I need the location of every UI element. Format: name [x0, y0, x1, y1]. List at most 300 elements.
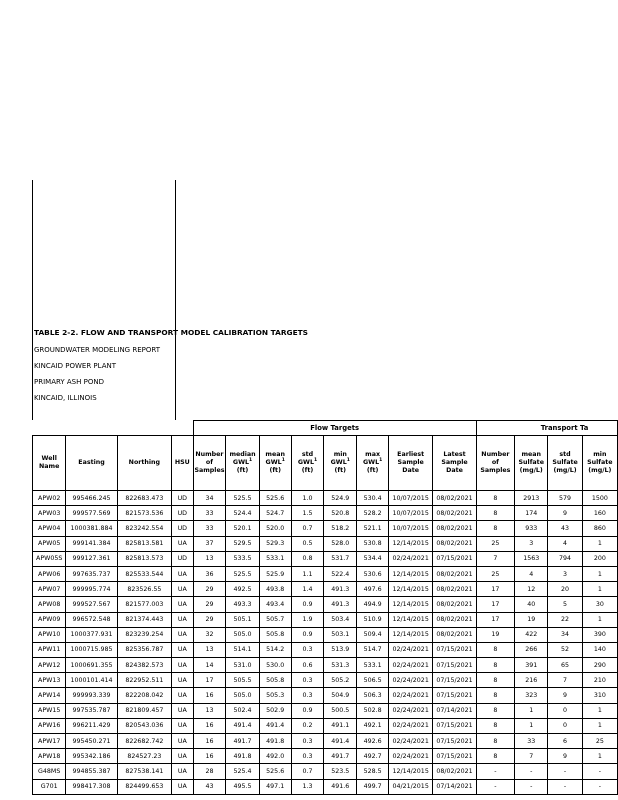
table-cell: 02/24/2021 [389, 749, 433, 764]
table-cell: 140 [582, 642, 617, 657]
table-cell: 823239.254 [117, 627, 171, 642]
table-cell: UA [172, 658, 193, 673]
table-cell: 503.4 [324, 612, 357, 627]
column-header-footnote: 1 [379, 457, 383, 463]
column-header-row [33, 436, 618, 491]
table-row [33, 764, 618, 779]
table-cell: 533.1 [259, 551, 291, 566]
table-cell: 996211.429 [66, 718, 117, 733]
table-cell: 32 [193, 627, 226, 642]
table-cell: 505.0 [226, 688, 259, 703]
table-cell: 29 [193, 597, 226, 612]
table-cell: 1.9 [291, 612, 324, 627]
table-cell: 07/15/2021 [433, 718, 476, 733]
table-cell: 528.5 [357, 764, 389, 779]
table-cell: 821577.003 [117, 597, 171, 612]
table-cell: 0.9 [291, 597, 324, 612]
table-cell: 1 [515, 703, 548, 718]
table-row [33, 582, 618, 597]
table-cell: 525.4 [226, 764, 259, 779]
table-cell: 1563 [515, 551, 548, 566]
table-cell: - [582, 779, 617, 794]
table-cell: 492.7 [357, 749, 389, 764]
table-cell: 1000101.414 [66, 673, 117, 688]
table-cell: 491.4 [259, 718, 291, 733]
column-header [66, 436, 117, 491]
column-header-label: max GWL [362, 451, 381, 466]
table-cell: 43 [548, 521, 582, 536]
table-cell: 521.1 [357, 521, 389, 536]
table-cell: UA [172, 749, 193, 764]
column-header-label: Northing [128, 459, 161, 466]
table-cell: 999577.569 [66, 506, 117, 521]
table-cell: 10/07/2015 [389, 521, 433, 536]
table-cell: 8 [476, 642, 514, 657]
table-cell: APW02 [33, 491, 66, 506]
table-cell: 505.1 [226, 612, 259, 627]
table-cell: 491.7 [324, 749, 357, 764]
table-cell: UA [172, 734, 193, 749]
calibration-targets-table [32, 420, 618, 795]
table-cell: APW06 [33, 566, 66, 581]
table-cell: 1.3 [291, 779, 324, 794]
table-cell: 522.4 [324, 566, 357, 581]
table-cell: 995342.186 [66, 749, 117, 764]
table-cell: 2913 [515, 491, 548, 506]
table-cell: 40 [515, 597, 548, 612]
table-cell: 825356.787 [117, 642, 171, 657]
table-cell: 07/15/2021 [433, 658, 476, 673]
table-cell: 19 [515, 612, 548, 627]
column-header-unit: (ft) [334, 467, 347, 474]
table-cell: 08/02/2021 [433, 627, 476, 642]
table-cell: 824527.23 [117, 749, 171, 764]
table-cell: 999527.567 [66, 597, 117, 612]
table-row [33, 749, 618, 764]
table-cell: 8 [476, 521, 514, 536]
table-cell: 491.4 [324, 734, 357, 749]
table-cell: APW11 [33, 642, 66, 657]
table-cell: 533.1 [357, 658, 389, 673]
table-cell: 0.9 [291, 627, 324, 642]
table-cell: APW18 [33, 749, 66, 764]
table-cell: 505.8 [259, 673, 291, 688]
table-cell: 65 [548, 658, 582, 673]
table-cell: 8 [476, 491, 514, 506]
column-header-label: mean Sulfate [518, 451, 544, 466]
table-cell: 08/02/2021 [433, 491, 476, 506]
column-header-footnote: 1 [346, 457, 350, 463]
table-cell: 0.3 [291, 749, 324, 764]
table-cell: 12/14/2015 [389, 582, 433, 597]
group-header-row [33, 421, 618, 436]
table-cell: 0.6 [291, 658, 324, 673]
column-header [193, 436, 226, 491]
table-cell: 495.5 [226, 779, 259, 794]
site-name: PRIMARY ASH POND [34, 378, 104, 386]
table-cell: 29 [193, 582, 226, 597]
table-cell: 0.3 [291, 642, 324, 657]
table-cell: 210 [582, 673, 617, 688]
table-cell: 08/02/2021 [433, 612, 476, 627]
column-header-label: Latest Sample Date [441, 451, 468, 474]
table-cell: 02/24/2021 [389, 718, 433, 733]
table-cell: 08/02/2021 [433, 566, 476, 581]
table-cell: UA [172, 718, 193, 733]
table-cell: 530.0 [259, 658, 291, 673]
table-cell: 04/21/2015 [389, 779, 433, 794]
table-cell: 16 [193, 734, 226, 749]
column-header [226, 436, 259, 491]
column-header [582, 436, 617, 491]
table-cell: 824499.653 [117, 779, 171, 794]
table-cell: 08/02/2021 [433, 536, 476, 551]
table-cell: 13 [193, 642, 226, 657]
table-cell: 33 [193, 521, 226, 536]
location-name: KINCAID, ILLINOIS [34, 394, 97, 402]
table-cell: APW05S [33, 551, 66, 566]
table-cell: - [582, 764, 617, 779]
table-cell: 1 [582, 749, 617, 764]
table-cell: 824382.573 [117, 658, 171, 673]
table-cell: 502.8 [357, 703, 389, 718]
table-cell: 8 [476, 718, 514, 733]
table-cell: UA [172, 597, 193, 612]
table-cell: 8 [476, 703, 514, 718]
table-cell: 530.4 [357, 491, 389, 506]
table-cell: 07/14/2021 [433, 703, 476, 718]
table-cell: 1.1 [291, 566, 324, 581]
table-cell: 822683.473 [117, 491, 171, 506]
table-cell: 506.3 [357, 688, 389, 703]
table-cell: 1000691.355 [66, 658, 117, 673]
table-cell: 860 [582, 521, 617, 536]
table-row [33, 642, 618, 657]
table-cell: 525.5 [226, 491, 259, 506]
table-cell: 493.3 [226, 597, 259, 612]
column-header-unit: (mg/L) [519, 467, 543, 474]
table-cell: 266 [515, 642, 548, 657]
column-header-footnote: 1 [314, 457, 318, 463]
table-cell: 528.0 [324, 536, 357, 551]
table-cell: 497.1 [259, 779, 291, 794]
table-cell: 52 [548, 642, 582, 657]
table-cell: APW03 [33, 506, 66, 521]
table-cell: 505.3 [259, 688, 291, 703]
column-header-footnote: 1 [249, 457, 253, 463]
table-cell: 518.2 [324, 521, 357, 536]
table-cell: 1.0 [291, 491, 324, 506]
table-cell: UA [172, 566, 193, 581]
table-cell: 506.5 [357, 673, 389, 688]
table-cell: 933 [515, 521, 548, 536]
table-cell: 1000381.884 [66, 521, 117, 536]
table-cell: 534.4 [357, 551, 389, 566]
table-cell: 491.8 [259, 734, 291, 749]
table-cell: 310 [582, 688, 617, 703]
column-header [515, 436, 548, 491]
table-cell: 0.5 [291, 536, 324, 551]
table-cell: 491.7 [226, 734, 259, 749]
table-cell: 10/07/2015 [389, 506, 433, 521]
table-row [33, 506, 618, 521]
column-header-unit: (ft) [269, 467, 281, 474]
table-cell: UA [172, 582, 193, 597]
table-cell: APW04 [33, 521, 66, 536]
table-cell: 19 [476, 627, 514, 642]
table-cell: UA [172, 536, 193, 551]
table-cell: 491.8 [226, 749, 259, 764]
table-cell: 422 [515, 627, 548, 642]
table-cell: 8 [476, 688, 514, 703]
table-cell: 525.9 [259, 566, 291, 581]
table-cell: 7 [515, 749, 548, 764]
table-cell: 524.9 [324, 491, 357, 506]
table-cell: 491.3 [324, 582, 357, 597]
table-cell: 997535.787 [66, 703, 117, 718]
table-cell: 4 [548, 536, 582, 551]
table-cell: APW16 [33, 718, 66, 733]
table-row [33, 612, 618, 627]
table-cell: UD [172, 551, 193, 566]
table-cell: 8 [476, 734, 514, 749]
table-cell: 25 [476, 536, 514, 551]
table-cell: 0.7 [291, 521, 324, 536]
table-row [33, 536, 618, 551]
table-cell: 505.0 [226, 627, 259, 642]
table-cell: 821573.536 [117, 506, 171, 521]
table-cell: 822682.742 [117, 734, 171, 749]
table-cell: 02/24/2021 [389, 642, 433, 657]
table-cell: 491.1 [324, 718, 357, 733]
table-row [33, 566, 618, 581]
table-row [33, 718, 618, 733]
table-cell: 505.5 [226, 673, 259, 688]
table-cell: 0.2 [291, 718, 324, 733]
table-cell: 1 [515, 718, 548, 733]
table-cell: - [548, 764, 582, 779]
table-row [33, 779, 618, 794]
table-cell: APW12 [33, 658, 66, 673]
table-cell: 3 [548, 566, 582, 581]
group-header-spacer [33, 421, 194, 436]
table-cell: 825813.573 [117, 551, 171, 566]
column-header-label: min GWL [330, 451, 347, 466]
table-cell: 7 [548, 673, 582, 688]
table-cell: 34 [193, 491, 226, 506]
column-header-label: std GWL [297, 451, 315, 466]
table-cell: 823242.554 [117, 521, 171, 536]
column-header [476, 436, 514, 491]
table-cell: 07/15/2021 [433, 688, 476, 703]
table-cell: 524.7 [259, 506, 291, 521]
table-cell: UD [172, 521, 193, 536]
table-cell: 16 [193, 718, 226, 733]
table-cell: 825533.544 [117, 566, 171, 581]
column-header [357, 436, 389, 491]
table-cell: APW13 [33, 673, 66, 688]
column-header-label: std Sulfate [552, 451, 578, 466]
table-cell: 510.9 [357, 612, 389, 627]
table-cell: - [476, 779, 514, 794]
table-cell: 491.6 [324, 779, 357, 794]
table-cell: 0 [548, 718, 582, 733]
table-cell: 6 [548, 734, 582, 749]
report-name: GROUNDWATER MODELING REPORT [34, 346, 160, 354]
column-header-label: mean GWL [265, 451, 285, 466]
table-cell: 999127.361 [66, 551, 117, 566]
table-cell: 20 [548, 582, 582, 597]
table-cell: 02/24/2021 [389, 703, 433, 718]
table-cell: 995450.271 [66, 734, 117, 749]
table-cell: 1 [582, 582, 617, 597]
table-cell: 43 [193, 779, 226, 794]
table-cell: 216 [515, 673, 548, 688]
table-row [33, 597, 618, 612]
table-cell: 514.2 [259, 642, 291, 657]
table-cell: 25 [582, 734, 617, 749]
table-row [33, 491, 618, 506]
table-cell: 1.4 [291, 582, 324, 597]
table-cell: 12 [515, 582, 548, 597]
table-row [33, 627, 618, 642]
table-cell: 530.8 [357, 536, 389, 551]
table-cell: 08/02/2021 [433, 582, 476, 597]
table-cell: 25 [476, 566, 514, 581]
table-cell: 7 [476, 551, 514, 566]
table-cell: 174 [515, 506, 548, 521]
table-row [33, 673, 618, 688]
table-cell: 29 [193, 612, 226, 627]
table-cell: 07/14/2021 [433, 779, 476, 794]
table-cell: 502.9 [259, 703, 291, 718]
table-cell: UD [172, 491, 193, 506]
column-header [117, 436, 171, 491]
table-cell: 16 [193, 688, 226, 703]
table-cell: 997635.737 [66, 566, 117, 581]
table-cell: 502.4 [226, 703, 259, 718]
table-cell: 531.0 [226, 658, 259, 673]
table-cell: 494.9 [357, 597, 389, 612]
table-cell: 505.7 [259, 612, 291, 627]
table-cell: 529.5 [226, 536, 259, 551]
table-cell: 0.3 [291, 673, 324, 688]
column-header-unit: (ft) [236, 467, 249, 474]
table-cell: 1000715.985 [66, 642, 117, 657]
flow-targets-group: Flow Targets [193, 421, 476, 436]
table-cell: 503.1 [324, 627, 357, 642]
table-cell: UA [172, 688, 193, 703]
table-cell: 499.7 [357, 779, 389, 794]
table-cell: 13 [193, 551, 226, 566]
table-cell: UA [172, 703, 193, 718]
table-cell: 8 [476, 749, 514, 764]
header-divider-line [175, 180, 176, 420]
table-cell: 491.3 [324, 597, 357, 612]
table-cell: 492.0 [259, 749, 291, 764]
table-cell: 0 [548, 703, 582, 718]
table-cell: 500.5 [324, 703, 357, 718]
table-cell: 12/14/2015 [389, 536, 433, 551]
table-cell: 08/02/2021 [433, 521, 476, 536]
table-cell: 13 [193, 703, 226, 718]
table-cell: 1 [582, 703, 617, 718]
column-header [259, 436, 291, 491]
table-cell: 504.9 [324, 688, 357, 703]
column-header-label: HSU [174, 459, 190, 466]
table-cell: 12/14/2015 [389, 597, 433, 612]
table-cell: 391 [515, 658, 548, 673]
table-cell: 1 [582, 536, 617, 551]
table-cell: 493.8 [259, 582, 291, 597]
table-cell: 999993.339 [66, 688, 117, 703]
table-cell: 996572.548 [66, 612, 117, 627]
table-cell: 12/14/2015 [389, 566, 433, 581]
table-cell: 390 [582, 627, 617, 642]
table-cell: 509.4 [357, 627, 389, 642]
table-cell: 794 [548, 551, 582, 566]
column-header-unit: (mg/L) [588, 467, 612, 474]
table-cell: 8 [476, 506, 514, 521]
table-cell: 8 [476, 658, 514, 673]
table-cell: 530.6 [357, 566, 389, 581]
table-cell: 579 [548, 491, 582, 506]
table-cell: 10/07/2015 [389, 491, 433, 506]
table-cell: G48MS [33, 764, 66, 779]
table-cell: - [548, 779, 582, 794]
table-cell: 525.5 [226, 566, 259, 581]
table-cell: 492.1 [357, 718, 389, 733]
table-cell: G701 [33, 779, 66, 794]
table-cell: UA [172, 779, 193, 794]
table-cell: 525.6 [259, 764, 291, 779]
table-cell: 1500 [582, 491, 617, 506]
column-header-label: Easting [78, 459, 105, 466]
table-cell: - [476, 764, 514, 779]
table-cell: 514.1 [226, 642, 259, 657]
table-title: TABLE 2-2. FLOW AND TRANSPORT MODEL CALIBRATION TARGETS [34, 328, 308, 337]
table-cell: 999995.774 [66, 582, 117, 597]
table-cell: 0.3 [291, 734, 324, 749]
table-cell: 1 [582, 612, 617, 627]
table-cell: 999141.384 [66, 536, 117, 551]
column-header-footnote: 1 [281, 457, 285, 463]
table-cell: 825813.581 [117, 536, 171, 551]
table-cell: 22 [548, 612, 582, 627]
table-cell: 17 [476, 582, 514, 597]
table-cell: 30 [582, 597, 617, 612]
table-cell: 497.6 [357, 582, 389, 597]
table-row [33, 551, 618, 566]
table-cell: 821809.457 [117, 703, 171, 718]
table-cell: 524.4 [226, 506, 259, 521]
table-cell: 9 [548, 506, 582, 521]
table-cell: 02/24/2021 [389, 658, 433, 673]
table-cell: 07/15/2021 [433, 673, 476, 688]
table-cell: 529.3 [259, 536, 291, 551]
table-cell: 33 [515, 734, 548, 749]
column-header [324, 436, 357, 491]
table-cell: 36 [193, 566, 226, 581]
plant-name: KINCAID POWER PLANT [34, 362, 116, 370]
table-cell: 998417.308 [66, 779, 117, 794]
table-cell: APW09 [33, 612, 66, 627]
table-cell: 9 [548, 688, 582, 703]
table-cell: 02/24/2021 [389, 734, 433, 749]
table-cell: 08/02/2021 [433, 506, 476, 521]
table-cell: UA [172, 642, 193, 657]
column-header [291, 436, 324, 491]
